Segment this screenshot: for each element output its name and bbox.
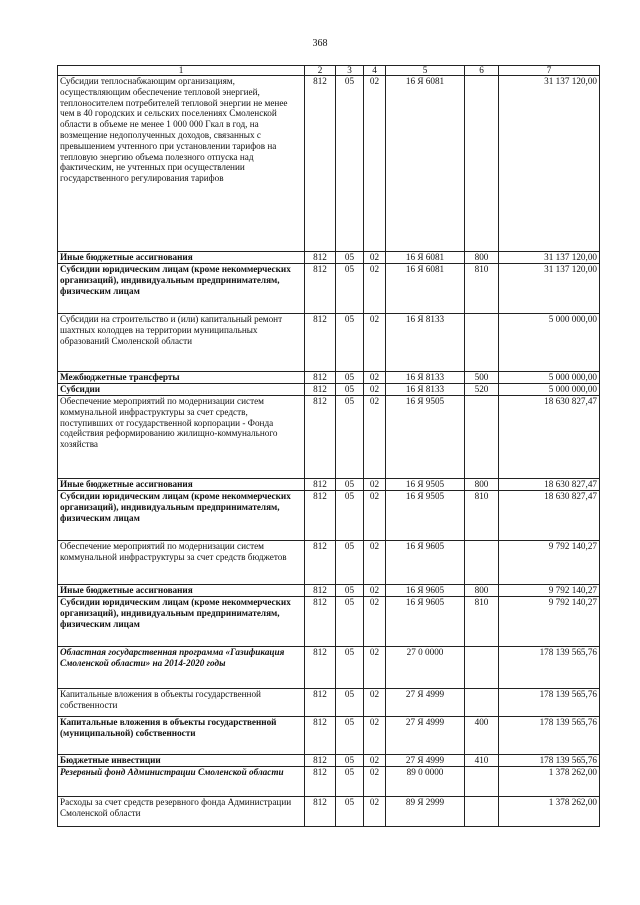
header-cell: 5 <box>386 66 465 76</box>
row-cell-c5: 16 Я 9505 <box>386 396 465 479</box>
row-cell-c2: 812 <box>305 755 336 767</box>
row-cell-c2: 812 <box>305 372 336 384</box>
row-name: Субсидии <box>58 384 305 396</box>
row-cell-c7: 18 630 827,47 <box>499 396 600 479</box>
page-number: 368 <box>312 38 328 49</box>
row-name: Резервный фонд Администрации Смоленской области <box>58 767 305 797</box>
table-row <box>58 797 600 827</box>
row-cell-c6: 410 <box>465 755 499 767</box>
row-cell-c6 <box>465 689 499 717</box>
row-cell-c2: 812 <box>305 491 336 541</box>
row-cell-c2: 812 <box>305 314 336 372</box>
row-cell-c3: 05 <box>336 689 364 717</box>
row-cell-c5: 16 Я 8133 <box>386 372 465 384</box>
row-cell-c6: 500 <box>465 372 499 384</box>
table-row <box>58 647 600 689</box>
row-cell-c2: 812 <box>305 76 336 252</box>
table-row <box>58 689 600 717</box>
table-row <box>58 372 600 384</box>
row-cell-c7: 5 000 000,00 <box>499 372 600 384</box>
row-cell-c7: 178 139 565,76 <box>499 717 600 755</box>
row-cell-c4: 02 <box>364 717 386 755</box>
row-cell-c7: 18 630 827,47 <box>499 491 600 541</box>
row-cell-c5: 27 Я 4999 <box>386 717 465 755</box>
row-cell-c6 <box>465 797 499 827</box>
row-cell-c7: 1 378 262,00 <box>499 767 600 797</box>
row-name: Обеспечение мероприятий по модернизации систем коммунальной инфраструктуры за счет средств бюджетов <box>58 541 305 585</box>
row-name: Субсидии юридическим лицам (кроме некоммерческих организаций), индивидуальным предпринимателям, физическим лицам <box>58 491 305 541</box>
row-cell-c4: 02 <box>364 314 386 372</box>
row-name: Капитальные вложения в объекты государственной собственности <box>58 689 305 717</box>
row-cell-c7: 1 378 262,00 <box>499 797 600 827</box>
row-cell-c3: 05 <box>336 755 364 767</box>
table-row <box>58 541 600 585</box>
row-cell-c2: 812 <box>305 479 336 491</box>
table-row <box>58 717 600 755</box>
row-cell-c6: 800 <box>465 479 499 491</box>
row-name: Иные бюджетные ассигнования <box>58 479 305 491</box>
row-cell-c4: 02 <box>364 76 386 252</box>
row-cell-c4: 02 <box>364 264 386 314</box>
row-cell-c3: 05 <box>336 264 364 314</box>
table-row <box>58 479 600 491</box>
row-name: Субсидии на строительство и (или) капитальный ремонт шахтных колодцев на территории муниципальных образований Смоленской области <box>58 314 305 372</box>
row-cell-c6: 810 <box>465 491 499 541</box>
row-cell-c3: 05 <box>336 372 364 384</box>
table-row <box>58 252 600 264</box>
row-cell-c6 <box>465 541 499 585</box>
row-cell-c4: 02 <box>364 372 386 384</box>
table-row <box>58 491 600 541</box>
header-cell: 3 <box>336 66 364 76</box>
row-cell-c7: 31 137 120,00 <box>499 264 600 314</box>
table-row <box>58 767 600 797</box>
row-cell-c3: 05 <box>336 396 364 479</box>
row-cell-c2: 812 <box>305 767 336 797</box>
row-cell-c6 <box>465 396 499 479</box>
row-name: Субсидии теплоснабжающим организациям, осуществляющим обеспечение тепловой энергией, теплоносителем потребителей тепловой энергии не менее чем в 40 городских и сельских поселениях Смоленской области в объеме не менее 1 000 000 Гкал в год, на возмещение недополученных доходов, связанных с превышением учтенного при установлении тарифов на тепловую энергию объема полезного отпуска над фактическим, не учтенных при осуществлении государственного регулирования тарифов <box>58 76 305 252</box>
row-cell-c6 <box>465 76 499 252</box>
row-cell-c3: 05 <box>336 384 364 396</box>
row-cell-c5: 16 Я 9605 <box>386 597 465 647</box>
row-cell-c2: 812 <box>305 264 336 314</box>
row-cell-c4: 02 <box>364 396 386 479</box>
row-cell-c5: 27 0 0000 <box>386 647 465 689</box>
row-name: Субсидии юридическим лицам (кроме некоммерческих организаций), индивидуальным предпринимателям, физическим лицам <box>58 264 305 314</box>
row-cell-c3: 05 <box>336 314 364 372</box>
table-row <box>58 76 600 252</box>
row-cell-c4: 02 <box>364 491 386 541</box>
row-cell-c5: 16 Я 9505 <box>386 479 465 491</box>
row-cell-c4: 02 <box>364 597 386 647</box>
row-cell-c5: 16 Я 9505 <box>386 491 465 541</box>
row-cell-c3: 05 <box>336 541 364 585</box>
table-row <box>58 314 600 372</box>
row-cell-c7: 31 137 120,00 <box>499 76 600 252</box>
row-cell-c6: 810 <box>465 597 499 647</box>
table-row <box>58 755 600 767</box>
row-cell-c5: 27 Я 4999 <box>386 755 465 767</box>
row-cell-c3: 05 <box>336 597 364 647</box>
row-name: Иные бюджетные ассигнования <box>58 585 305 597</box>
row-cell-c5: 27 Я 4999 <box>386 689 465 717</box>
row-cell-c7: 178 139 565,76 <box>499 755 600 767</box>
row-cell-c4: 02 <box>364 689 386 717</box>
row-cell-c5: 16 Я 6081 <box>386 252 465 264</box>
row-cell-c5: 16 Я 9605 <box>386 585 465 597</box>
row-name: Субсидии юридическим лицам (кроме некоммерческих организаций), индивидуальным предпринимателям, физическим лицам <box>58 597 305 647</box>
row-cell-c7: 5 000 000,00 <box>499 384 600 396</box>
row-cell-c2: 812 <box>305 717 336 755</box>
row-cell-c4: 02 <box>364 585 386 597</box>
table-row <box>58 384 600 396</box>
row-cell-c4: 02 <box>364 767 386 797</box>
row-cell-c7: 5 000 000,00 <box>499 314 600 372</box>
row-name: Областная государственная программа «Газификация Смоленской области» на 2014-2020 годы <box>58 647 305 689</box>
table-row <box>58 597 600 647</box>
budget-table <box>57 65 600 827</box>
header-cell: 2 <box>305 66 336 76</box>
row-cell-c6: 800 <box>465 252 499 264</box>
header-cell: 4 <box>364 66 386 76</box>
table-row <box>58 585 600 597</box>
row-cell-c6 <box>465 647 499 689</box>
row-name: Иные бюджетные ассигнования <box>58 252 305 264</box>
row-cell-c6: 800 <box>465 585 499 597</box>
row-cell-c4: 02 <box>364 647 386 689</box>
row-cell-c2: 812 <box>305 252 336 264</box>
row-cell-c2: 812 <box>305 384 336 396</box>
row-cell-c5: 16 Я 8133 <box>386 314 465 372</box>
row-name: Обеспечение мероприятий по модернизации систем коммунальной инфраструктуры за счет средств, поступивших от государственной корпорации - Фонда содействия реформированию жилищно-коммунального хозяйства <box>58 396 305 479</box>
row-cell-c2: 812 <box>305 647 336 689</box>
row-cell-c7: 9 792 140,27 <box>499 585 600 597</box>
row-cell-c5: 89 Я 2999 <box>386 797 465 827</box>
row-cell-c7: 9 792 140,27 <box>499 541 600 585</box>
row-cell-c6: 810 <box>465 264 499 314</box>
row-cell-c3: 05 <box>336 767 364 797</box>
table-header-row <box>58 66 600 76</box>
row-cell-c2: 812 <box>305 585 336 597</box>
row-cell-c4: 02 <box>364 384 386 396</box>
header-cell: 1 <box>58 66 305 76</box>
row-cell-c4: 02 <box>364 252 386 264</box>
row-cell-c5: 16 Я 6081 <box>386 76 465 252</box>
row-cell-c3: 05 <box>336 585 364 597</box>
row-cell-c3: 05 <box>336 252 364 264</box>
row-cell-c7: 9 792 140,27 <box>499 597 600 647</box>
row-cell-c2: 812 <box>305 797 336 827</box>
row-name: Капитальные вложения в объекты государственной (муниципальной) собственности <box>58 717 305 755</box>
row-name: Расходы за счет средств резервного фонда Администрации Смоленской области <box>58 797 305 827</box>
row-cell-c6: 400 <box>465 717 499 755</box>
row-cell-c7: 178 139 565,76 <box>499 647 600 689</box>
row-cell-c7: 178 139 565,76 <box>499 689 600 717</box>
row-cell-c3: 05 <box>336 479 364 491</box>
row-cell-c6 <box>465 767 499 797</box>
row-cell-c4: 02 <box>364 797 386 827</box>
row-cell-c2: 812 <box>305 396 336 479</box>
row-cell-c7: 31 137 120,00 <box>499 252 600 264</box>
row-cell-c7: 18 630 827,47 <box>499 479 600 491</box>
row-cell-c2: 812 <box>305 541 336 585</box>
row-cell-c3: 05 <box>336 647 364 689</box>
row-cell-c3: 05 <box>336 491 364 541</box>
table-row <box>58 264 600 314</box>
row-cell-c6 <box>465 314 499 372</box>
row-cell-c6: 520 <box>465 384 499 396</box>
header-cell: 7 <box>499 66 600 76</box>
row-cell-c3: 05 <box>336 76 364 252</box>
row-cell-c3: 05 <box>336 717 364 755</box>
row-cell-c3: 05 <box>336 797 364 827</box>
row-cell-c5: 16 Я 8133 <box>386 384 465 396</box>
row-cell-c4: 02 <box>364 755 386 767</box>
row-cell-c5: 89 0 0000 <box>386 767 465 797</box>
row-cell-c5: 16 Я 6081 <box>386 264 465 314</box>
header-cell: 6 <box>465 66 499 76</box>
row-name: Бюджетные инвестиции <box>58 755 305 767</box>
row-cell-c4: 02 <box>364 541 386 585</box>
row-name: Межбюджетные трансферты <box>58 372 305 384</box>
row-cell-c5: 16 Я 9605 <box>386 541 465 585</box>
row-cell-c4: 02 <box>364 479 386 491</box>
row-cell-c2: 812 <box>305 597 336 647</box>
row-cell-c2: 812 <box>305 689 336 717</box>
table-row <box>58 396 600 479</box>
